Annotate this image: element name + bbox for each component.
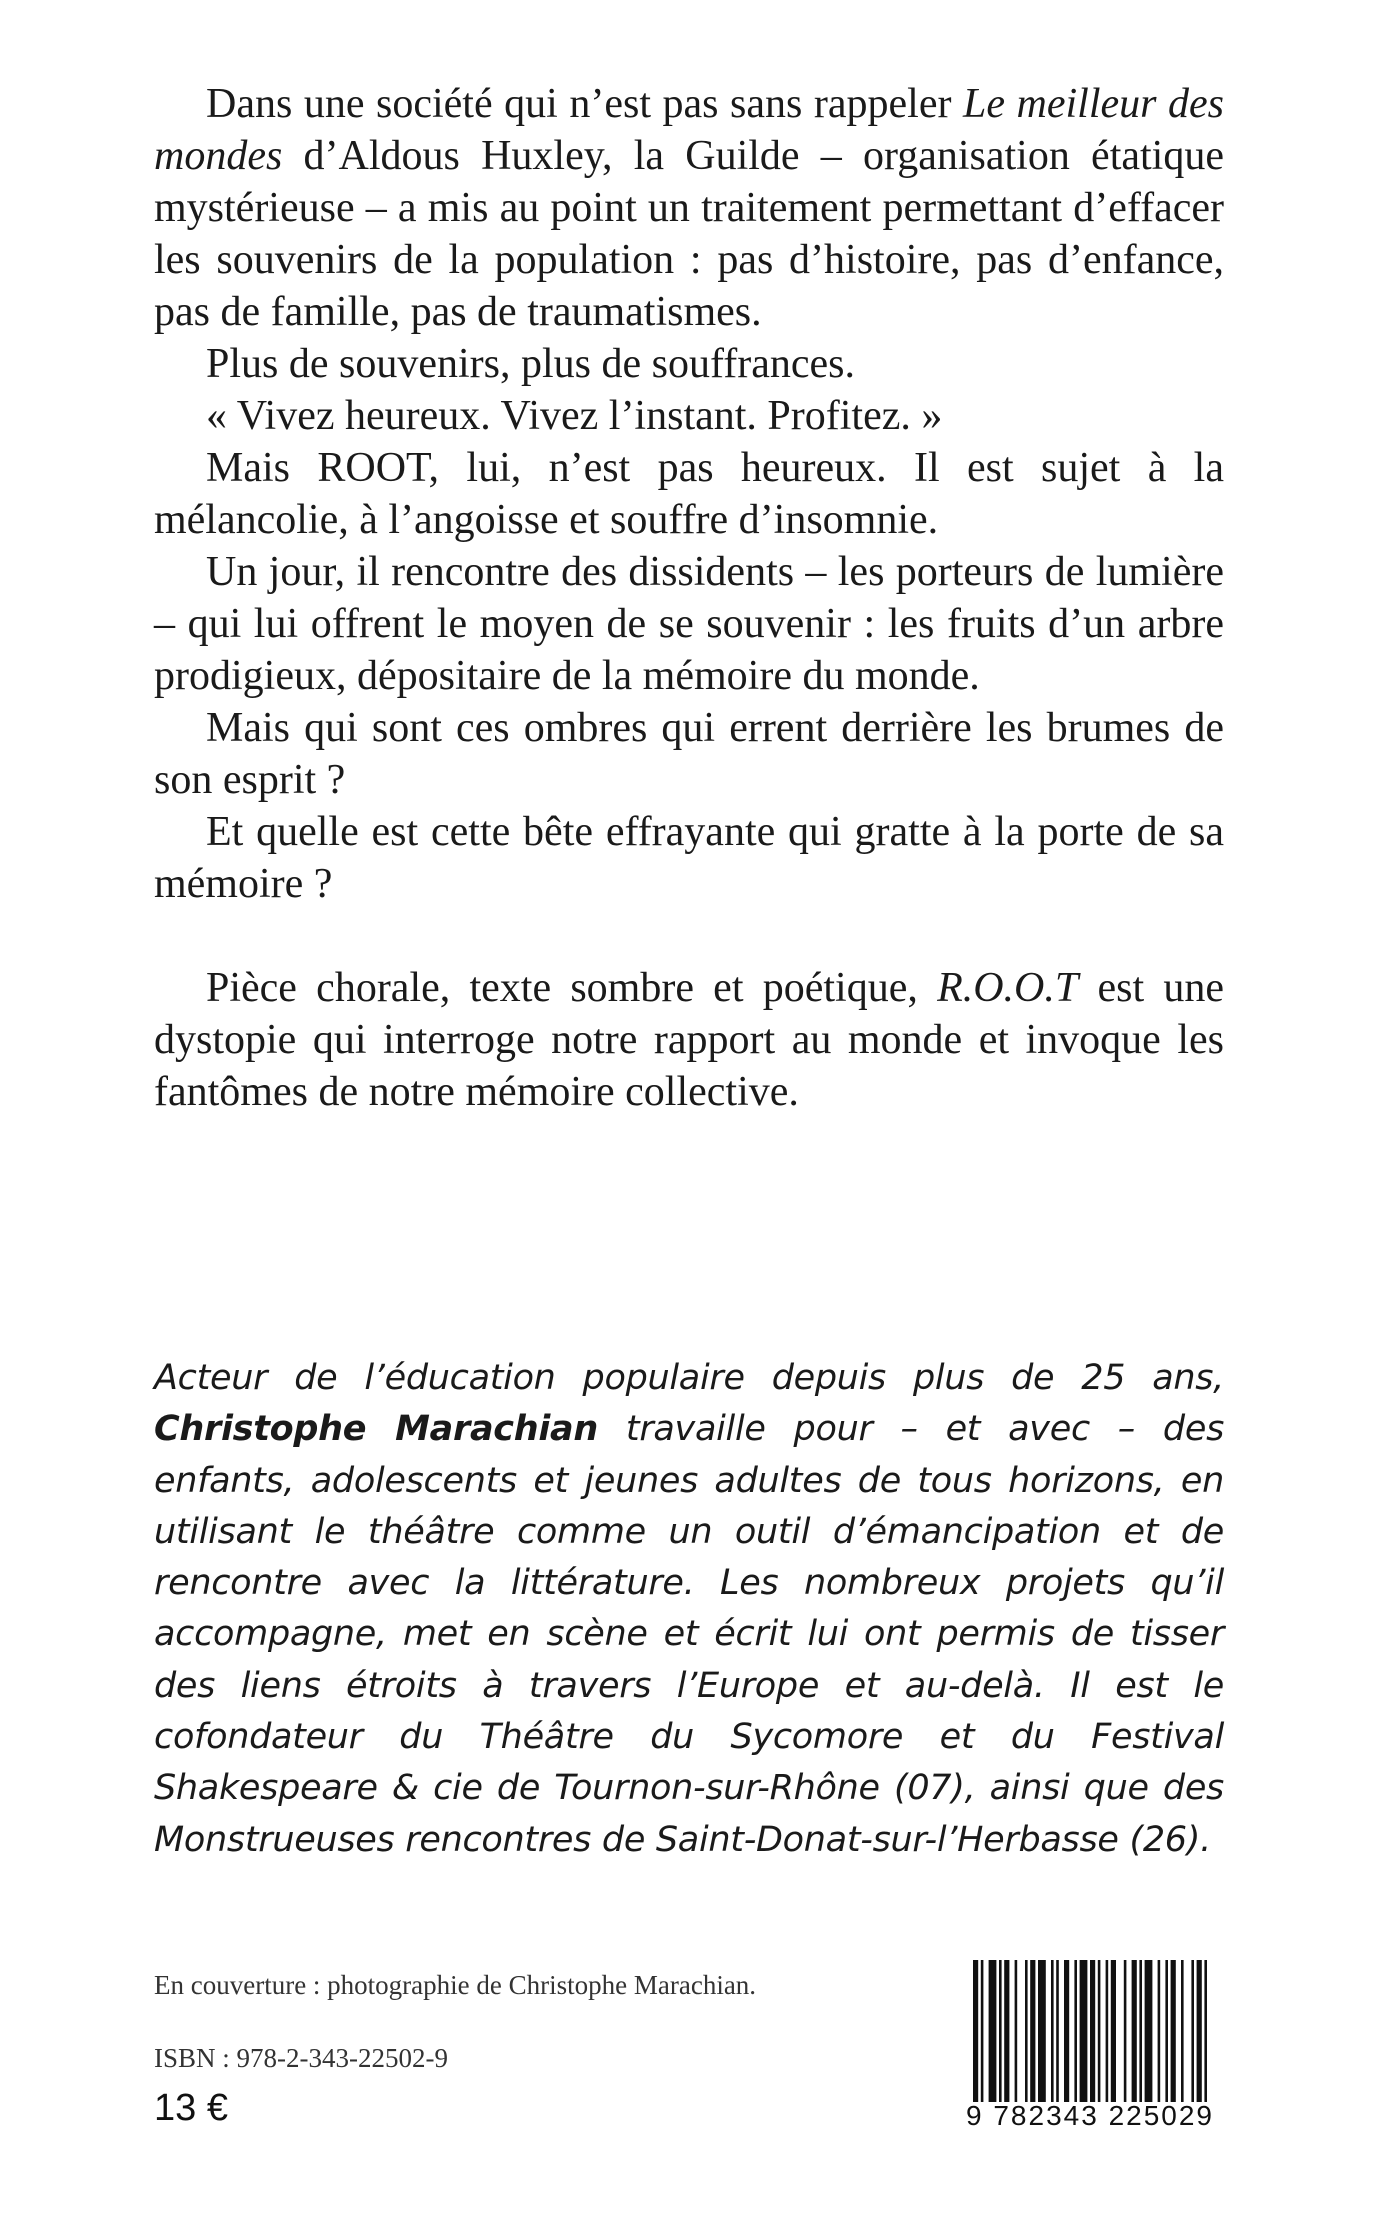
book-title-reference: Le meilleur des mondes xyxy=(154,81,1225,179)
barcode-bars xyxy=(955,1960,1225,2102)
synopsis-summary: Pièce chorale, texte sombre et poétique, R.O.O.T est une dystopie qui interroge notre rapport au monde et invoque les fantômes de notre mémoire collective. xyxy=(154,965,1224,1115)
synopsis-paragraph: Mais qui sont ces ombres qui errent derrière les brumes de son esprit ? xyxy=(154,705,1224,803)
author-biography: Acteur de l’éducation populaire depuis plus de 25 ans, Christophe Marachian travaille pour – et avec – des enfants, adolescents et jeunes adultes de tous horizons, en utilisant le théâtre comme un outil d’émancipation et de rencontre avec la littérature. Les nombreux projets qu’il accompagne, met en scène et écrit lui ont permis de tisser des liens étroits à travers l’Europe et au-delà. Il est le cofondateur du Théâtre du Sycomore et du Festival Shakespeare & cie de Tournon-sur-Rhône (07), ainsi que des Monstrueuses rencontres de Saint-Donat-sur-l’Herbasse (26). xyxy=(154,1358,1224,1860)
cover-credit: En couverture : photographie de Christophe Marachian. xyxy=(154,1970,757,2000)
isbn: ISBN : 978-2-343-22502-9 xyxy=(154,2043,448,2073)
back-cover-synopsis xyxy=(154,78,1224,1118)
synopsis-paragraph: Mais ROOT, lui, n’est pas heureux. Il est sujet à la mélancolie, à l’angoisse et souffre d’insomnie. xyxy=(154,445,1224,543)
synopsis-paragraph: Dans une société qui n’est pas sans rappeler Le meilleur des mondes d’Aldous Huxley, la Guilde – organisation étatique mystérieuse – a mis au point un traitement permettant d’effacer les souvenirs de la population : pas d’histoire, pas d’enfance, pas de famille, pas de traumatismes. xyxy=(154,81,1225,335)
barcode xyxy=(955,1960,1225,2130)
synopsis-paragraph: « Vivez heureux. Vivez l’instant. Profitez. » xyxy=(206,393,943,439)
synopsis-paragraph: Un jour, il rencontre des dissidents – les porteurs de lumière – qui lui offrent le moyen de se souvenir : les fruits d’un arbre prodigieux, dépositaire de la mémoire du monde. xyxy=(154,549,1224,699)
author-name: Christophe Marachian xyxy=(154,1409,598,1450)
price: 13 € xyxy=(154,2087,228,2129)
synopsis-paragraph: Et quelle est cette bête effrayante qui gratte à la porte de sa mémoire ? xyxy=(154,809,1224,907)
synopsis-paragraph: Plus de souvenirs, plus de souffrances. xyxy=(206,341,855,387)
book-title: R.O.O.T xyxy=(937,965,1079,1011)
barcode-digits: 9 782343 225029 xyxy=(966,2100,1214,2131)
